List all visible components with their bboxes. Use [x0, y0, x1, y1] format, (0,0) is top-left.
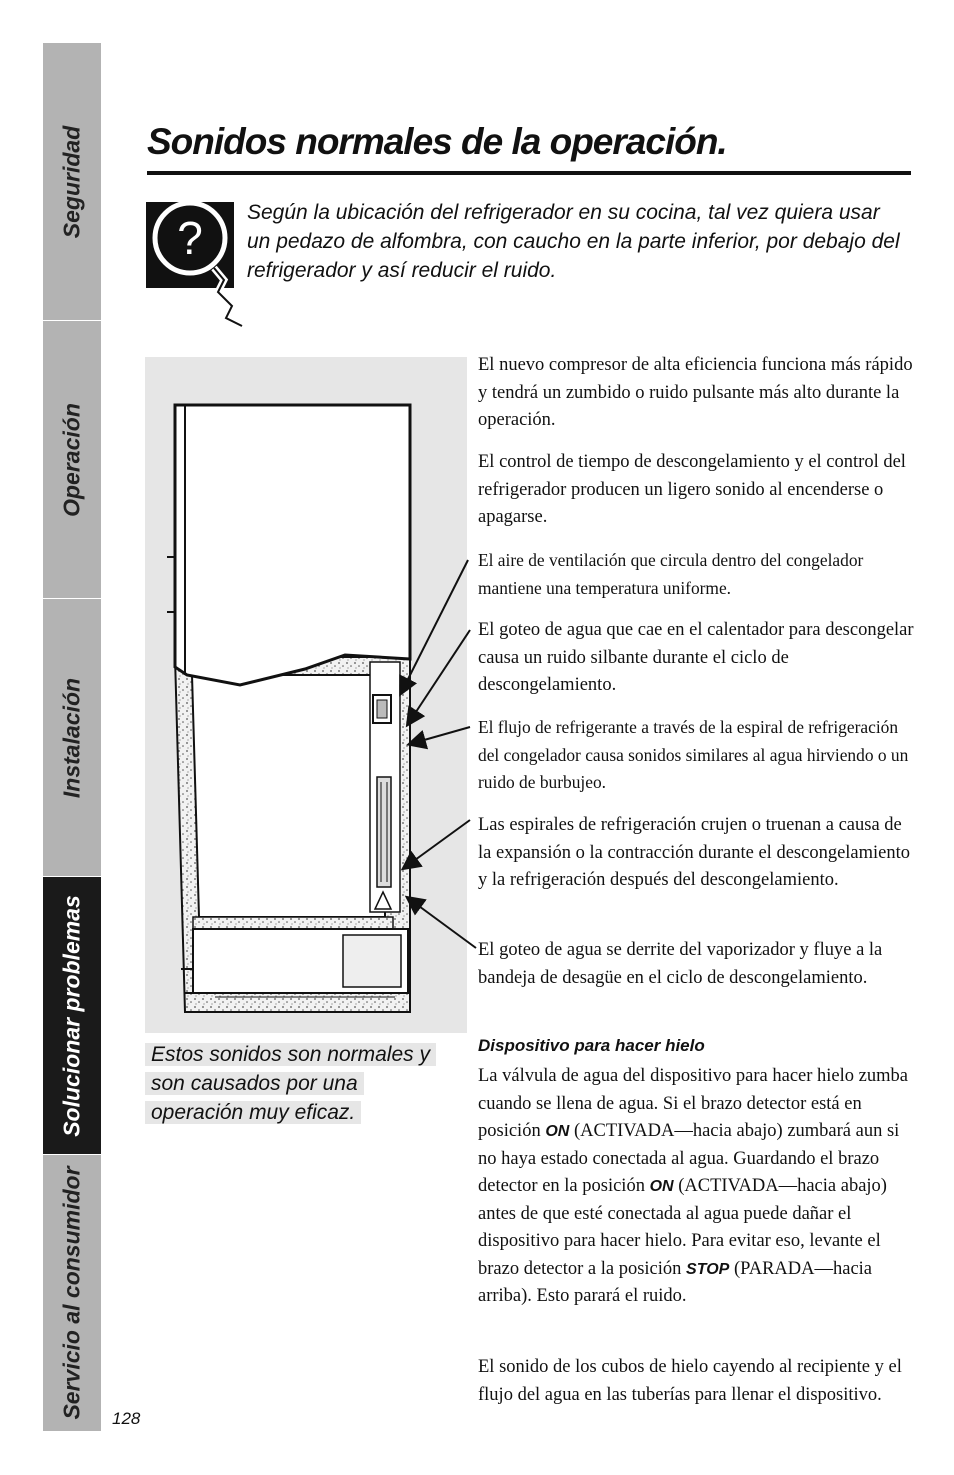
paragraph-refrigerant-flow: El flujo de refrigerante a través de la espiral de refrigeración del congelador causa sonidos similares al agua hirviendo o un ruido de burbujeo.: [478, 717, 909, 792]
tab-instalacion[interactable]: [43, 599, 101, 877]
paragraph-water-drip: El goteo de agua que cae en el calentador para descongelar causa un ruido silbante durante el ciclo de descongelamiento.: [478, 620, 914, 695]
paragraph-compressor: El nuevo compresor de alta eficiencia funciona más rápido y tendrá un zumbido o ruido pulsante más alto durante la operación.: [478, 355, 913, 430]
keyword-stop: STOP: [686, 1260, 730, 1278]
page-title: Sonidos normales de la operación.: [147, 121, 727, 162]
tab-solucionar-problemas[interactable]: [43, 877, 101, 1155]
tab-label: Instalación: [58, 677, 85, 798]
ice-maker-text: (PARADA—hacia arriba). Esto parará el ruido.: [478, 1258, 873, 1306]
paragraph-defrost-control: El control de tiempo de descongelamiento y el control del refrigerador producen un ligero sonido al encenderse o apagarse.: [478, 452, 906, 527]
tab-label: Servicio al consumidor: [58, 1166, 85, 1420]
paragraph-ventilation: El aire de ventilación que circula dentro del congelador mantiene una temperatura uniforme.: [478, 550, 864, 598]
tip-text: Según la ubicación del refrigerador en su cocina, tal vez quiera usar un pedazo de alfombra, con caucho en la parte inferior, por debajo del refrigerador y así reducir el ruido.: [247, 201, 900, 282]
svg-text:?: ?: [177, 212, 203, 264]
paragraph-evaporator-drip: El goteo de agua se derrite del vaporizador y fluye a la bandeja de desagüe en el ciclo de descongelamiento.: [478, 940, 883, 988]
refrigerator-cutaway-illustration: [145, 357, 467, 1033]
paragraph-ice-cubes: El sonido de los cubos de hielo cayendo al recipiente y el flujo del agua en las tuberías para llenar el dispositivo.: [478, 1357, 902, 1405]
tab-label: Seguridad: [58, 125, 85, 238]
tab-operacion[interactable]: [43, 321, 101, 599]
keyword-on: ON: [545, 1123, 570, 1140]
refrigerator-figure: [145, 357, 467, 1033]
paragraph-ice-maker-valve: [478, 1063, 918, 1311]
ice-maker-heading: Dispositivo para hacer hielo: [478, 1036, 705, 1055]
tab-seguridad[interactable]: [43, 43, 101, 321]
figure-caption-text: Estos sonidos son normales y son causados por una operación muy eficaz.: [145, 1043, 436, 1124]
page-number: 128: [112, 1409, 141, 1428]
ice-maker-text: (ACTIVADA—hacia abajo) antes de que esté conectada al agua puede dañar el dispositivo para hacer hielo. Para evitar eso, levante el brazo detector a la posición: [478, 1176, 887, 1279]
title-rule: [147, 171, 911, 175]
figure-caption: [145, 1040, 437, 1127]
tab-servicio-al-consumidor[interactable]: [43, 1155, 101, 1432]
tab-label: Solucionar problemas: [58, 894, 85, 1137]
ice-maker-text: La válvula de agua del dispositivo para hacer hielo zumba cuando se llena de agua. Si el brazo detector está en posición: [478, 1066, 908, 1141]
tab-label: Operación: [58, 402, 85, 517]
paragraph-cooling-coils: Las espirales de refrigeración crujen o truenan a causa de la expansión o la contracción durante el descongelamiento y la refrigeración después del descongelamiento.: [478, 815, 911, 890]
side-tabs: [43, 43, 101, 1431]
keyword-on: ON: [649, 1178, 674, 1195]
ice-maker-text: (ACTIVADA—hacia abajo) zumbará aun si no haya estado conectada al agua. Guardando el brazo detector en la posición: [478, 1121, 900, 1196]
